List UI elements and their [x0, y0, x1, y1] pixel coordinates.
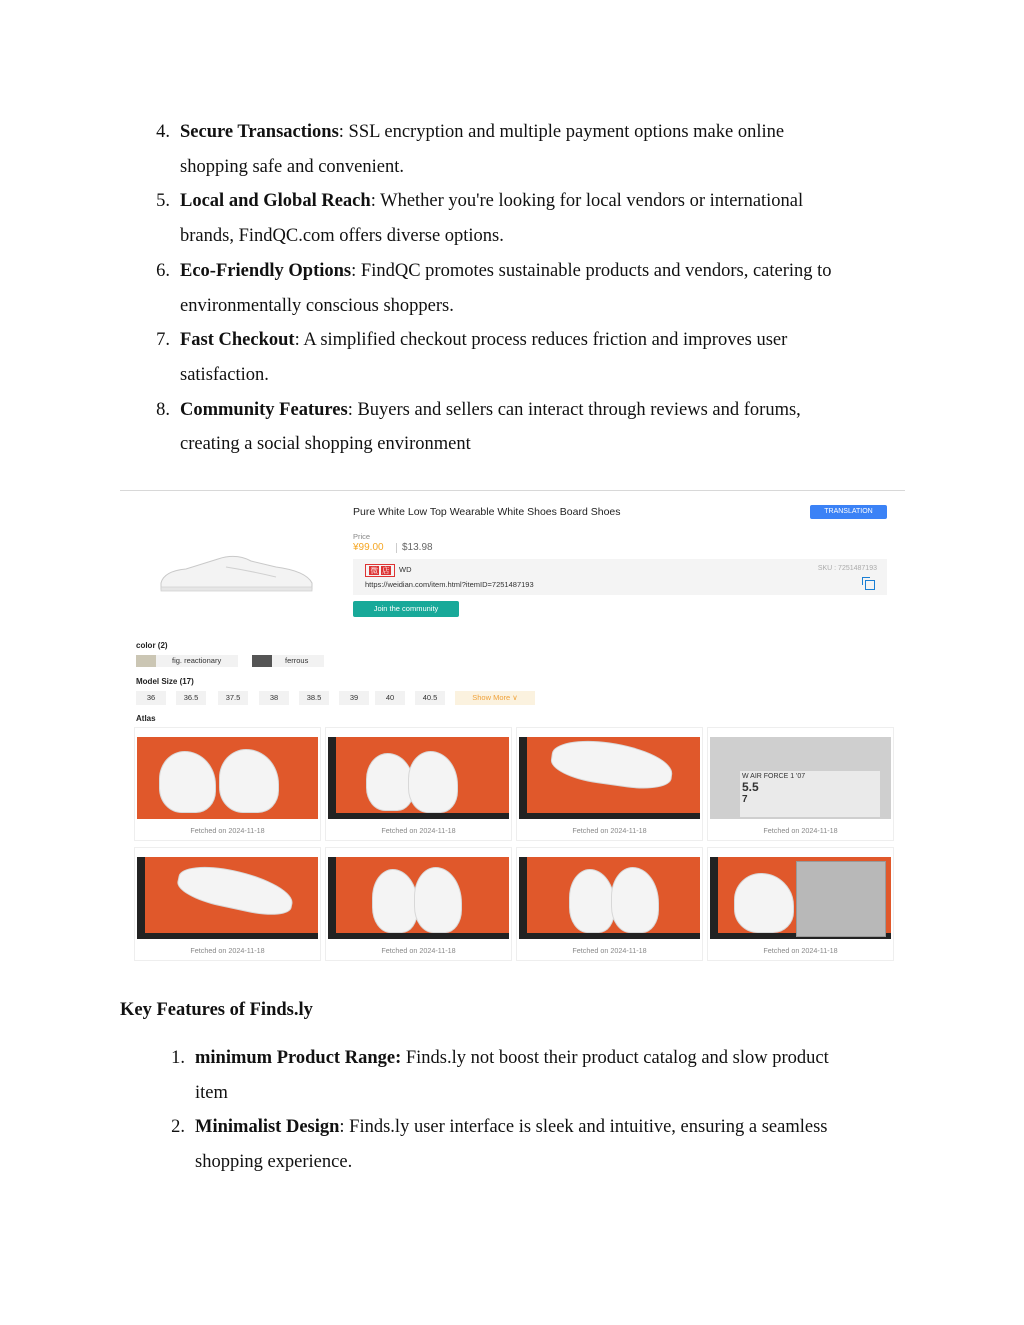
list-text-cont: creating a social shopping environment: [180, 434, 471, 455]
list-item: [155, 1041, 895, 1110]
feature-list-findsly: [155, 1041, 895, 1180]
qc-photo[interactable]: [325, 727, 512, 841]
fetched-date: Fetched on 2024-11-18: [381, 826, 456, 835]
section-heading: Key Features of Finds.ly: [120, 1000, 313, 1020]
list-text-cont: item: [195, 1082, 228, 1103]
price-cny: ¥99.00: [353, 542, 384, 553]
list-text-cont: environmentally conscious shoppers.: [180, 295, 454, 316]
list-item: [140, 393, 910, 462]
box-size-2: 7: [742, 794, 748, 805]
join-community-button[interactable]: Join the community: [353, 601, 459, 617]
list-text-cont: shopping safe and convenient.: [180, 156, 404, 177]
photo-image: [137, 857, 318, 939]
size-option[interactable]: 38: [259, 691, 289, 705]
qc-photo[interactable]: [707, 727, 894, 841]
list-text: : Buyers and sellers can interact through reviews and forums,: [347, 399, 801, 420]
color-option[interactable]: [252, 655, 324, 667]
list-number: 6.: [156, 260, 170, 281]
show-more-button[interactable]: Show More ∨: [455, 691, 535, 705]
list-number: 7.: [156, 330, 170, 351]
list-number: 5.: [156, 191, 170, 212]
list-term: Secure Transactions: [180, 122, 339, 142]
fetched-date: Fetched on 2024-11-18: [190, 946, 265, 955]
qc-photo[interactable]: [134, 727, 321, 841]
list-term: Community Features: [180, 399, 348, 420]
qc-photo[interactable]: [516, 727, 703, 841]
price-divider: [396, 543, 397, 553]
list-text-cont: satisfaction.: [180, 364, 269, 385]
qc-photo[interactable]: [516, 847, 703, 961]
list-term: Local and Global Reach: [180, 191, 371, 212]
product-page-screenshot: [120, 490, 905, 971]
feature-list-findqc: [140, 115, 910, 462]
list-term: Fast Checkout: [180, 330, 295, 351]
color-option-label: ferrous: [285, 656, 309, 665]
color-label: color (2): [136, 641, 168, 650]
photo-image: [710, 857, 891, 939]
color-swatch: [136, 655, 156, 667]
qc-photo[interactable]: [325, 847, 512, 961]
list-item: [140, 115, 910, 184]
color-option-label: fig. reactionary: [172, 656, 222, 665]
list-text: : Whether you're looking for local vendors or international: [370, 191, 804, 212]
price-usd: $13.98: [402, 542, 433, 553]
photo-image: [328, 857, 509, 939]
list-text: : Finds.ly user interface is sleek and intuitive, ensuring a seamless: [339, 1117, 828, 1138]
atlas-label: Atlas: [136, 714, 156, 723]
photo-image: [519, 737, 700, 819]
photo-image: [710, 737, 891, 819]
photo-image: [328, 737, 509, 819]
fetched-date: Fetched on 2024-11-18: [572, 946, 647, 955]
list-number: 8.: [156, 399, 170, 420]
fetched-date: Fetched on 2024-11-18: [190, 826, 265, 835]
item-url-link[interactable]: https://weidian.com/item.html?itemID=7251487193: [365, 580, 534, 589]
product-title: Pure White Low Top Wearable White Shoes Board Shoes: [353, 506, 621, 518]
list-item: [155, 1110, 895, 1179]
logo-char-a: 微: [370, 566, 378, 575]
model-size-label: Model Size (17): [136, 677, 194, 686]
list-text: : SSL encryption and multiple payment options make online: [338, 122, 785, 142]
fetched-date: Fetched on 2024-11-18: [572, 826, 647, 835]
qc-photo[interactable]: [707, 847, 894, 961]
list-text-cont: brands, FindQC.com offers diverse options.: [180, 226, 504, 247]
list-term: Minimalist Design: [195, 1117, 340, 1138]
store-name: WD: [399, 565, 412, 574]
list-term: minimum Product Range:: [195, 1048, 402, 1068]
price-label: Price: [353, 532, 371, 541]
store-box: [353, 559, 887, 595]
size-option[interactable]: 40: [375, 691, 405, 705]
list-number: 1.: [171, 1048, 185, 1068]
list-item: [140, 184, 910, 253]
fetched-date: Fetched on 2024-11-18: [763, 826, 838, 835]
color-swatch: [252, 655, 272, 667]
sku-text: SKU : 7251487193: [817, 565, 877, 572]
size-option[interactable]: 36: [136, 691, 166, 705]
list-text: : A simplified checkout process reduces friction and improves user: [294, 330, 788, 351]
photo-image: [519, 857, 700, 939]
size-option[interactable]: 40.5: [415, 691, 445, 705]
fetched-date: Fetched on 2024-11-18: [381, 946, 456, 955]
logo-char-b: 店: [382, 566, 390, 575]
list-text: : FindQC promotes sustainable products and vendors, catering to: [351, 260, 832, 281]
size-option[interactable]: 39: [339, 691, 369, 705]
list-number: 4.: [156, 122, 170, 142]
fetched-date: Fetched on 2024-11-18: [763, 946, 838, 955]
list-item: [140, 254, 910, 323]
photo-image: [137, 737, 318, 819]
list-term: Eco-Friendly Options: [180, 260, 352, 281]
copy-icon[interactable]: [865, 580, 875, 590]
list-text: Finds.ly not boost their product catalog and slow product: [401, 1048, 829, 1068]
size-option[interactable]: 37.5: [218, 691, 248, 705]
box-label: W AIR FORCE 1 '07: [742, 773, 806, 780]
qc-photo[interactable]: [134, 847, 321, 961]
translation-button[interactable]: TRANSLATION: [810, 505, 887, 519]
color-option[interactable]: [136, 655, 238, 667]
size-option[interactable]: 36.5: [176, 691, 206, 705]
box-size-1: 5.5: [742, 780, 759, 794]
list-text-cont: shopping experience.: [195, 1152, 353, 1173]
list-number: 2.: [171, 1117, 185, 1138]
sneaker-image: [156, 541, 316, 601]
list-item: [140, 323, 910, 392]
weidian-logo: [365, 564, 395, 577]
size-option[interactable]: 38.5: [299, 691, 329, 705]
